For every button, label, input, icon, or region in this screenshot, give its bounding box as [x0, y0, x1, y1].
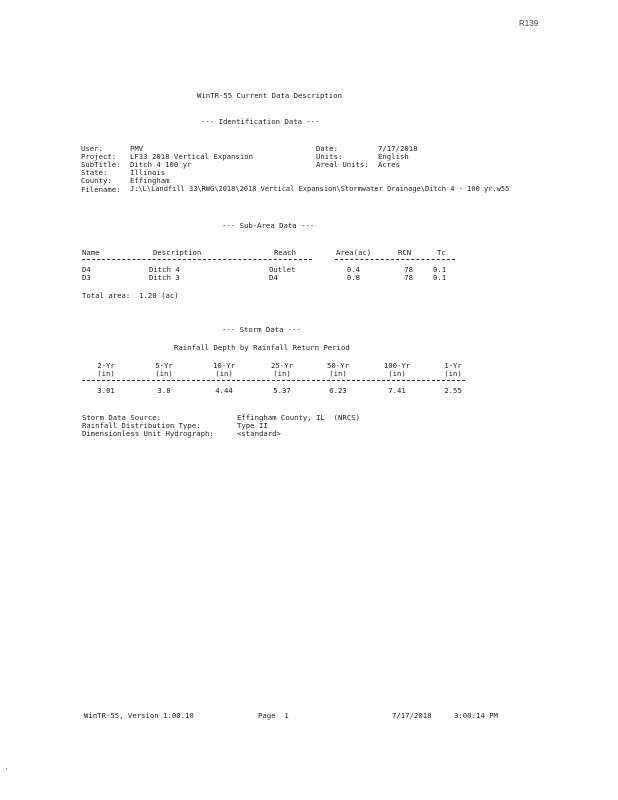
state-label: State:	[81, 168, 108, 177]
county-value: Effingham	[130, 176, 170, 185]
subarea-total-area: Total area: 1.20 (ac)	[82, 291, 179, 300]
subarea-divider-left	[82, 259, 312, 260]
rainfall-divider	[82, 380, 465, 381]
areal-units-label: Areal Units:	[316, 160, 369, 169]
subarea-cell-description: Ditch 4	[149, 265, 180, 274]
subarea-cell-name: D4	[82, 265, 91, 274]
period-label: 25-Yr	[271, 361, 293, 370]
period-unit: (in)	[97, 369, 115, 378]
distribution-type-value: Type II	[237, 421, 268, 430]
rainfall-depth-value: 4.44	[215, 386, 233, 395]
distribution-type-label: Rainfall Distribution Type:	[82, 421, 201, 430]
county-label: County:	[81, 176, 112, 185]
subarea-col-description: Description	[153, 248, 202, 257]
project-label: Project:	[81, 152, 117, 161]
period-label: 2-Yr	[97, 361, 115, 370]
subarea-col-reach: Reach	[274, 248, 296, 257]
storm-heading: --- Storm Data ---	[222, 325, 302, 334]
rainfall-depth-value: 3.8	[157, 386, 171, 395]
footer-date: 7/17/2018	[392, 711, 432, 720]
storm-subheading: Rainfall Depth by Rainfall Return Period	[174, 343, 350, 352]
period-label: 100-Yr	[383, 361, 411, 370]
rainfall-depth-value: 7.41	[388, 386, 406, 395]
subarea-cell-tc: 0.1	[433, 273, 447, 282]
subtitle-label: SubTitle:	[81, 160, 121, 169]
subarea-cell-reach: D4	[269, 273, 278, 282]
scan-speck	[6, 768, 7, 769]
subarea-divider-right	[335, 259, 455, 260]
storm-source-label: Storm Data Source:	[82, 413, 162, 422]
period-label: 5-Yr	[155, 361, 173, 370]
state-value: Illinois	[130, 168, 166, 177]
units-value: English	[378, 152, 409, 161]
units-label: Units:	[316, 152, 343, 161]
period-unit: (in)	[273, 369, 291, 378]
user-value: PMV	[130, 144, 144, 153]
project-value: LF33 2018 Vertical Expansion	[130, 152, 254, 161]
subarea-cell-name: D3	[82, 273, 91, 282]
filename-label: Filename:	[81, 185, 121, 194]
identification-heading: --- Identification Data ---	[201, 117, 320, 126]
page-reference: R139	[519, 19, 539, 28]
footer-time: 3:00:14 PM	[454, 711, 498, 720]
rainfall-depth-value: 6.23	[329, 386, 347, 395]
period-unit: (in)	[155, 369, 173, 378]
subarea-cell-area: 0.4	[346, 265, 360, 274]
rainfall-depth-value: 2.55	[444, 386, 462, 395]
subarea-cell-description: Ditch 3	[149, 273, 180, 282]
date-label: Date:	[316, 144, 338, 153]
period-label: 50-Yr	[327, 361, 349, 370]
subarea-col-rcn: RCN	[398, 248, 412, 257]
areal-units-value: Acres	[378, 160, 400, 169]
filename-value: J:\L\Landfill 33\RWG\2018\2018 Vertical Expansion\Stormwater Drainage\Ditch 4 - 100 yr.w55	[130, 185, 510, 193]
subarea-cell-tc: 0.1	[433, 265, 447, 274]
subarea-cell-rcn: 78	[404, 273, 413, 282]
rainfall-depth-value: 3.01	[97, 386, 115, 395]
date-value: 7/17/2018	[378, 144, 418, 153]
period-label: 10-Yr	[213, 361, 235, 370]
period-unit: (in)	[329, 369, 347, 378]
subarea-col-tc: Tc	[437, 248, 446, 257]
period-unit: (in)	[215, 369, 233, 378]
storm-source-value: Effingham County, IL (NRCS)	[237, 413, 361, 422]
period-unit: (in)	[388, 369, 406, 378]
rainfall-depth-value: 5.37	[273, 386, 291, 395]
period-unit: (in)	[444, 369, 462, 378]
unit-hydrograph-value: <standard>	[237, 429, 281, 438]
subtitle-value: Ditch 4 100 yr	[130, 160, 192, 169]
unit-hydrograph-label: Dimensionless Unit Hydrograph:	[82, 429, 214, 438]
subarea-col-area: Area(ac)	[336, 248, 372, 257]
subarea-heading: --- Sub-Area Data ---	[222, 221, 315, 230]
user-label: User:	[81, 144, 103, 153]
report-title: WinTR-55 Current Data Description	[197, 91, 342, 100]
subarea-cell-reach: Outlet	[269, 265, 296, 274]
footer-page-number: Page 1	[258, 711, 289, 720]
footer-version: WinTR-55, Version 1.00.10	[84, 711, 194, 720]
subarea-col-name: Name	[82, 248, 100, 257]
subarea-cell-area: 0.8	[346, 273, 360, 282]
subarea-cell-rcn: 78	[404, 265, 413, 274]
period-label: 1-Yr	[444, 361, 462, 370]
